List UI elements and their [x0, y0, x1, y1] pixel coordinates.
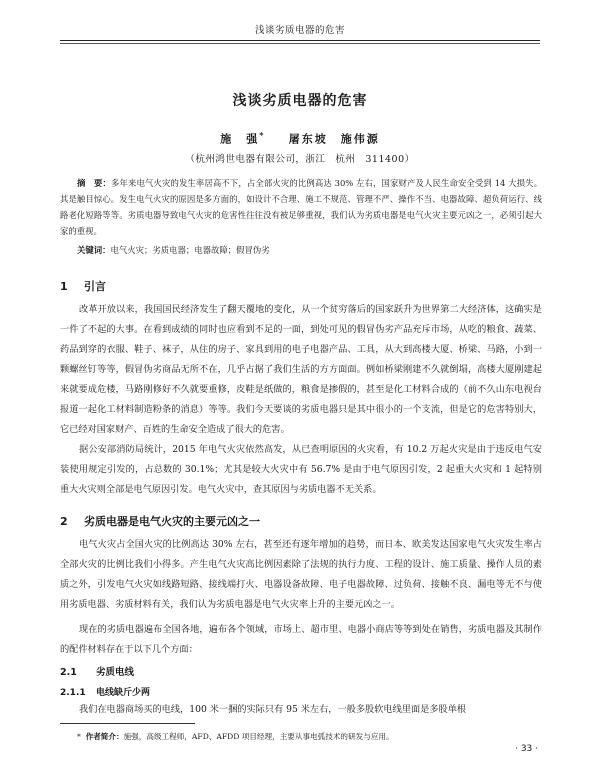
subsection-title: 劣质电线 [96, 667, 135, 678]
subsubsection-heading [60, 685, 150, 698]
subsubsection-number: 2.1.1 [60, 688, 86, 698]
abstract-label: 摘 要： [77, 178, 111, 188]
author-line [0, 130, 600, 147]
affiliation: （杭州鸿世电器有限公司，浙江 杭州 311400） [185, 154, 415, 165]
other-authors: 屠东坡 施伟源 [288, 132, 380, 146]
section-number: 2 [60, 515, 68, 528]
section-title: 劣质电器是电气火灾的主要元凶之一 [84, 515, 260, 528]
page-number: · 33 · [515, 744, 538, 754]
footnote-label: 作者简介： [85, 732, 124, 741]
abstract [60, 175, 542, 239]
footnote-marker: * [77, 732, 81, 741]
keywords [77, 243, 542, 257]
section-heading-2 [60, 513, 260, 529]
footnote-rule [60, 723, 195, 724]
subsubsection-title: 电线缺斤少两 [96, 688, 151, 698]
keywords-text: 电气火灾；劣质电器；电器故障；假冒伪劣 [110, 245, 270, 255]
article-title: 浅谈劣质电器的危害 [232, 93, 368, 109]
paragraph: 现在的劣质电器遍布全国各地，遍布各个领域，市场上、超市里、电器小商店等等到处在销售，劣质电器及其制作的配件材料存在于以下几个方面： [60, 624, 542, 655]
subsection-heading [60, 664, 134, 678]
author-footnote-mark: * [259, 130, 266, 140]
section-heading-1 [60, 278, 106, 294]
footnote [77, 731, 542, 743]
section-title: 引言 [84, 280, 106, 293]
footnote-text: 施强，高级工程师，AFD、AFDD 项目经理，主要从事电弧技术的研发与应用。 [123, 732, 394, 741]
paragraph: 我们在电器商场买的电线，100 米一捆的实际只有 95 米左右，一般多股软电线里面是多股单根 [79, 704, 467, 715]
keywords-label: 关键词： [77, 245, 111, 255]
subsection-number: 2.1 [60, 667, 77, 678]
section-number: 1 [60, 280, 68, 293]
paragraph: 电气火灾占全国火灾的比例高达 30% 左右，甚至还有逐年增加的趋势，而日本、欧美发达国家电气火灾发生率占全部火灾的比例比我们小得多。产生电气火灾高比例因素除了法规的执行力度、工程的设计、施工质量、操作人员的素质之外，引发电气火灾如线路短路、接线端打火、电器设备故障、电子电器故障、过负荷、接触不良、漏电等无不与使用劣质电器、劣质材料有关，我们认为劣质电器是电气火灾率上升的主要元凶之一。 [60, 539, 542, 610]
paragraph: 改革开放以来，我国国民经济发生了翻天覆地的变化，从一个贫穷落后的国家跃升为世界第二大经济体，这确实是一件了不起的大事。在看到成绩的同时也应看到不足的一面，到处可见的假冒伪劣产品充斥市场，从吃的粮食、蔬菜、药品到穿的衣服、鞋子、袜子，从住的房子、家具到用的电子电器产品、工具，从大到高楼大厦、桥梁、马路，小到一颗螺丝钉等等，假冒伪劣商品无所不在，几乎占据了我们生活的方方面面。例如桥梁刚建不久就倒塌，高楼大厦刚建起来就要成危楼，马路刚修好不久就要重修，皮鞋是纸做的，粮食是掺假的，甚至是化工材料合成的（前不久山东电视台报道一起化工材料制造粉条的消息）等等。我们今天要谈的劣质电器只是其中很小的一个支流，但是它的危害特别大，它已经对国家财产、百姓的生命安全造成了很大的危害。 [60, 304, 542, 435]
running-head: 浅谈劣质电器的危害 [60, 22, 540, 41]
paragraph: 据公安部消防局统计，2015 年电气火灾依然高发，从已查明原因的火灾看，有 10.2 万起火灾是由于违反电气安装使用规定引发的，占总数的 30.1%；尤其是较大火灾中有 56.7% 是由于电气原因引发，2 起重大火灾和 1 起特别重大火灾则全部是电气原因引发。电气火灾中，查其原因与劣质电器不无关系。 [60, 444, 542, 495]
abstract-text: 多年来电气火灾的发生率居高不下，占全部火灾的比例高达 30% 左右，国家财产及人民生命安全受到 14 大损失。其是触目惊心。发生电气火灾的原因是多方面的，如设计不合理、施工不规范、管理不严、操作不当、电器故障、超负荷运行、线路老化短路等等。劣质电器导致电气火灾的危害性往往没有被足够重视，我们认为劣质电器是电气火灾主要元凶之一，必须引起大家的重视。 [60, 178, 543, 236]
first-author: 施 强 [220, 132, 260, 146]
